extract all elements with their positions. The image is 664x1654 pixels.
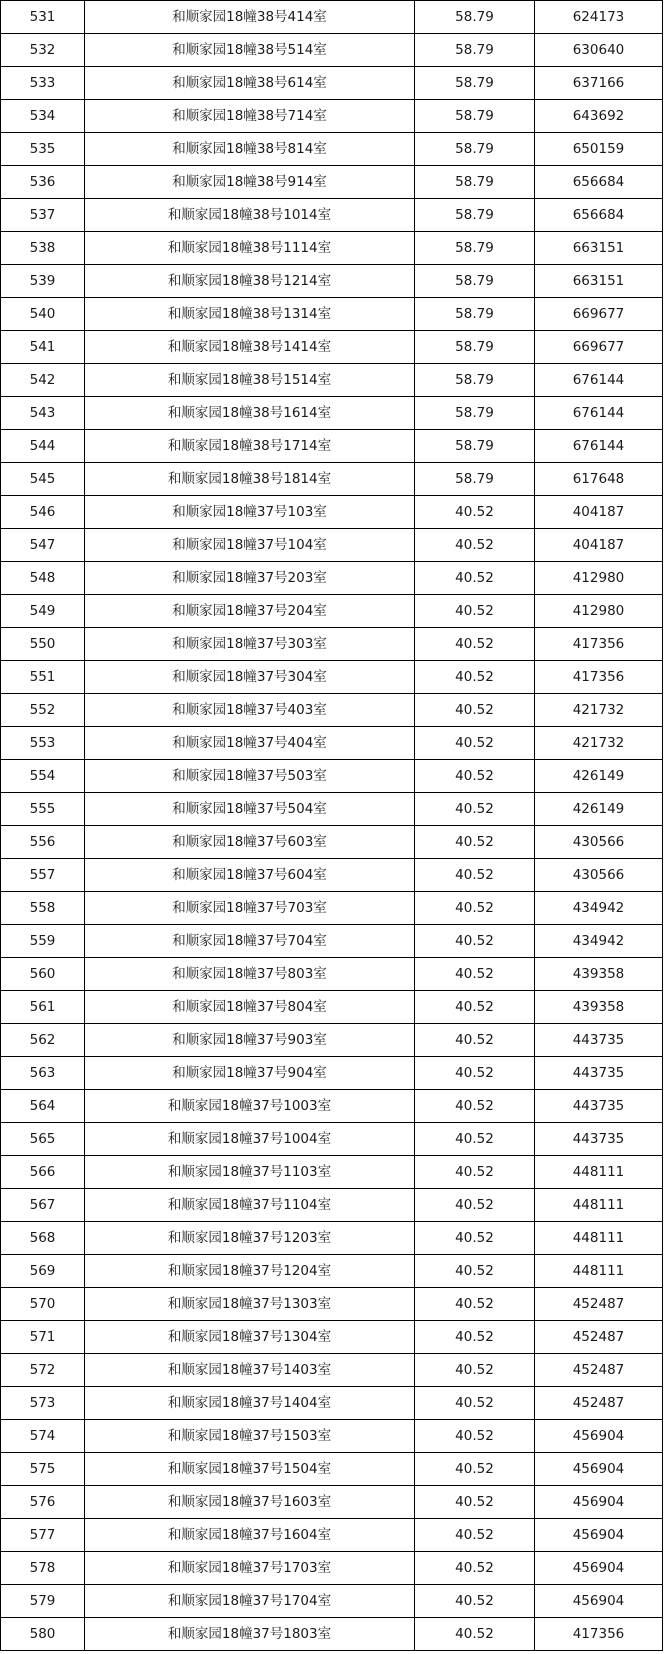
table-row (1, 991, 663, 1024)
table-row (1, 595, 663, 628)
table-row (1, 1486, 663, 1519)
address-cell: 和顺家园18幢38号1414室 (85, 331, 415, 364)
address-cell: 和顺家园18幢37号1303室 (85, 1288, 415, 1321)
area-cell: 40.52 (415, 1585, 535, 1618)
table-row (1, 1585, 663, 1618)
address-cell: 和顺家园18幢37号1504室 (85, 1453, 415, 1486)
row-number-cell: 541 (1, 331, 85, 364)
row-number-cell: 558 (1, 892, 85, 925)
area-cell: 58.79 (415, 397, 535, 430)
row-number-cell: 574 (1, 1420, 85, 1453)
area-cell: 40.52 (415, 793, 535, 826)
row-number-cell: 546 (1, 496, 85, 529)
row-number-cell: 556 (1, 826, 85, 859)
price-cell: 456904 (535, 1519, 663, 1552)
area-cell: 40.52 (415, 661, 535, 694)
area-cell: 40.52 (415, 1387, 535, 1420)
address-cell: 和顺家园18幢37号404室 (85, 727, 415, 760)
table-row (1, 958, 663, 991)
address-cell: 和顺家园18幢37号403室 (85, 694, 415, 727)
row-number-cell: 567 (1, 1189, 85, 1222)
row-number-cell: 553 (1, 727, 85, 760)
table-row (1, 1321, 663, 1354)
table-row (1, 1519, 663, 1552)
address-cell: 和顺家园18幢38号814室 (85, 133, 415, 166)
row-number-cell: 543 (1, 397, 85, 430)
address-cell: 和顺家园18幢38号914室 (85, 166, 415, 199)
price-cell: 412980 (535, 595, 663, 628)
row-number-cell: 580 (1, 1618, 85, 1651)
area-cell: 58.79 (415, 133, 535, 166)
price-cell: 452487 (535, 1354, 663, 1387)
price-cell: 456904 (535, 1486, 663, 1519)
area-cell: 58.79 (415, 364, 535, 397)
table-row (1, 1057, 663, 1090)
address-cell: 和顺家园18幢37号1304室 (85, 1321, 415, 1354)
table-row (1, 1123, 663, 1156)
address-cell: 和顺家园18幢37号1604室 (85, 1519, 415, 1552)
row-number-cell: 539 (1, 265, 85, 298)
price-cell: 617648 (535, 463, 663, 496)
row-number-cell: 560 (1, 958, 85, 991)
table-row (1, 34, 663, 67)
table-row (1, 562, 663, 595)
address-cell: 和顺家园18幢37号203室 (85, 562, 415, 595)
area-cell: 40.52 (415, 892, 535, 925)
table-row (1, 892, 663, 925)
row-number-cell: 577 (1, 1519, 85, 1552)
price-cell: 417356 (535, 661, 663, 694)
area-cell: 58.79 (415, 34, 535, 67)
price-cell: 439358 (535, 958, 663, 991)
row-number-cell: 554 (1, 760, 85, 793)
row-number-cell: 547 (1, 529, 85, 562)
table-row (1, 298, 663, 331)
row-number-cell: 555 (1, 793, 85, 826)
row-number-cell: 540 (1, 298, 85, 331)
table-row (1, 826, 663, 859)
address-cell: 和顺家园18幢38号1514室 (85, 364, 415, 397)
table-row (1, 1387, 663, 1420)
area-cell: 40.52 (415, 529, 535, 562)
table-row (1, 628, 663, 661)
address-cell: 和顺家园18幢37号104室 (85, 529, 415, 562)
row-number-cell: 557 (1, 859, 85, 892)
price-cell: 404187 (535, 496, 663, 529)
row-number-cell: 569 (1, 1255, 85, 1288)
area-cell: 40.52 (415, 1618, 535, 1651)
table-row (1, 859, 663, 892)
price-cell: 421732 (535, 727, 663, 760)
price-cell: 656684 (535, 199, 663, 232)
address-cell: 和顺家园18幢37号1203室 (85, 1222, 415, 1255)
price-cell: 439358 (535, 991, 663, 1024)
area-cell: 40.52 (415, 1354, 535, 1387)
price-cell: 650159 (535, 133, 663, 166)
row-number-cell: 552 (1, 694, 85, 727)
address-cell: 和顺家园18幢37号603室 (85, 826, 415, 859)
price-cell: 656684 (535, 166, 663, 199)
address-cell: 和顺家园18幢38号614室 (85, 67, 415, 100)
row-number-cell: 565 (1, 1123, 85, 1156)
table-row (1, 1453, 663, 1486)
table-row (1, 331, 663, 364)
table-row (1, 1222, 663, 1255)
price-cell: 417356 (535, 1618, 663, 1651)
table-row (1, 430, 663, 463)
table-row (1, 1552, 663, 1585)
price-cell: 676144 (535, 364, 663, 397)
address-cell: 和顺家园18幢37号604室 (85, 859, 415, 892)
address-cell: 和顺家园18幢37号803室 (85, 958, 415, 991)
row-number-cell: 533 (1, 67, 85, 100)
address-cell: 和顺家园18幢37号1503室 (85, 1420, 415, 1453)
area-cell: 40.52 (415, 1420, 535, 1453)
price-cell: 452487 (535, 1288, 663, 1321)
area-cell: 40.52 (415, 694, 535, 727)
price-cell: 643692 (535, 100, 663, 133)
address-cell: 和顺家园18幢37号1403室 (85, 1354, 415, 1387)
address-cell: 和顺家园18幢37号1004室 (85, 1123, 415, 1156)
table-row (1, 133, 663, 166)
price-cell: 430566 (535, 859, 663, 892)
row-number-cell: 578 (1, 1552, 85, 1585)
area-cell: 58.79 (415, 100, 535, 133)
table-row (1, 265, 663, 298)
area-cell: 58.79 (415, 331, 535, 364)
row-number-cell: 563 (1, 1057, 85, 1090)
table-row (1, 1618, 663, 1651)
table-row (1, 1090, 663, 1123)
address-cell: 和顺家园18幢37号1803室 (85, 1618, 415, 1651)
address-cell: 和顺家园18幢37号1103室 (85, 1156, 415, 1189)
row-number-cell: 570 (1, 1288, 85, 1321)
table-row (1, 463, 663, 496)
price-cell: 412980 (535, 562, 663, 595)
price-cell: 434942 (535, 892, 663, 925)
address-cell: 和顺家园18幢37号804室 (85, 991, 415, 1024)
area-cell: 40.52 (415, 859, 535, 892)
price-cell: 448111 (535, 1189, 663, 1222)
area-cell: 58.79 (415, 199, 535, 232)
address-cell: 和顺家园18幢37号904室 (85, 1057, 415, 1090)
area-cell: 40.52 (415, 1453, 535, 1486)
address-cell: 和顺家园18幢38号1714室 (85, 430, 415, 463)
area-cell: 40.52 (415, 1057, 535, 1090)
address-cell: 和顺家园18幢37号1404室 (85, 1387, 415, 1420)
address-cell: 和顺家园18幢38号1014室 (85, 199, 415, 232)
area-cell: 58.79 (415, 265, 535, 298)
price-cell: 443735 (535, 1123, 663, 1156)
area-cell: 40.52 (415, 727, 535, 760)
table-row (1, 1255, 663, 1288)
price-cell: 443735 (535, 1090, 663, 1123)
price-cell: 630640 (535, 34, 663, 67)
table-row (1, 1354, 663, 1387)
address-cell: 和顺家园18幢38号1214室 (85, 265, 415, 298)
row-number-cell: 562 (1, 1024, 85, 1057)
price-cell: 443735 (535, 1024, 663, 1057)
table-row (1, 496, 663, 529)
price-cell: 434942 (535, 925, 663, 958)
table-row (1, 166, 663, 199)
price-cell: 448111 (535, 1222, 663, 1255)
address-cell: 和顺家园18幢37号204室 (85, 595, 415, 628)
price-cell: 417356 (535, 628, 663, 661)
table-row (1, 1, 663, 34)
price-cell: 669677 (535, 331, 663, 364)
price-cell: 430566 (535, 826, 663, 859)
area-cell: 40.52 (415, 1486, 535, 1519)
price-cell: 426149 (535, 793, 663, 826)
table-row (1, 199, 663, 232)
address-cell: 和顺家园18幢37号703室 (85, 892, 415, 925)
row-number-cell: 542 (1, 364, 85, 397)
price-cell: 669677 (535, 298, 663, 331)
price-cell: 448111 (535, 1156, 663, 1189)
price-cell: 404187 (535, 529, 663, 562)
address-cell: 和顺家园18幢37号303室 (85, 628, 415, 661)
price-cell: 448111 (535, 1255, 663, 1288)
address-cell: 和顺家园18幢37号503室 (85, 760, 415, 793)
row-number-cell: 564 (1, 1090, 85, 1123)
price-cell: 426149 (535, 760, 663, 793)
address-cell: 和顺家园18幢38号514室 (85, 34, 415, 67)
row-number-cell: 544 (1, 430, 85, 463)
address-cell: 和顺家园18幢38号414室 (85, 1, 415, 34)
area-cell: 40.52 (415, 1255, 535, 1288)
price-cell: 676144 (535, 397, 663, 430)
row-number-cell: 561 (1, 991, 85, 1024)
table-row (1, 760, 663, 793)
table-row (1, 1288, 663, 1321)
row-number-cell: 535 (1, 133, 85, 166)
row-number-cell: 532 (1, 34, 85, 67)
address-cell: 和顺家园18幢37号1104室 (85, 1189, 415, 1222)
area-cell: 40.52 (415, 826, 535, 859)
area-cell: 40.52 (415, 595, 535, 628)
price-cell: 637166 (535, 67, 663, 100)
address-cell: 和顺家园18幢37号1603室 (85, 1486, 415, 1519)
address-cell: 和顺家园18幢38号1114室 (85, 232, 415, 265)
row-number-cell: 572 (1, 1354, 85, 1387)
table-row (1, 925, 663, 958)
area-cell: 40.52 (415, 760, 535, 793)
area-cell: 40.52 (415, 562, 535, 595)
row-number-cell: 576 (1, 1486, 85, 1519)
price-cell: 452487 (535, 1387, 663, 1420)
table-row (1, 793, 663, 826)
area-cell: 58.79 (415, 463, 535, 496)
row-number-cell: 573 (1, 1387, 85, 1420)
address-cell: 和顺家园18幢37号903室 (85, 1024, 415, 1057)
address-cell: 和顺家园18幢37号504室 (85, 793, 415, 826)
area-cell: 58.79 (415, 298, 535, 331)
row-number-cell: 545 (1, 463, 85, 496)
area-cell: 40.52 (415, 991, 535, 1024)
row-number-cell: 534 (1, 100, 85, 133)
area-cell: 40.52 (415, 1123, 535, 1156)
table-row (1, 364, 663, 397)
row-number-cell: 566 (1, 1156, 85, 1189)
area-cell: 40.52 (415, 1552, 535, 1585)
row-number-cell: 571 (1, 1321, 85, 1354)
area-cell: 40.52 (415, 1189, 535, 1222)
row-number-cell: 550 (1, 628, 85, 661)
price-cell: 421732 (535, 694, 663, 727)
area-cell: 58.79 (415, 67, 535, 100)
table-row (1, 529, 663, 562)
address-cell: 和顺家园18幢37号704室 (85, 925, 415, 958)
table-row (1, 1189, 663, 1222)
row-number-cell: 568 (1, 1222, 85, 1255)
address-cell: 和顺家园18幢37号304室 (85, 661, 415, 694)
row-number-cell: 536 (1, 166, 85, 199)
area-cell: 58.79 (415, 430, 535, 463)
area-cell: 40.52 (415, 958, 535, 991)
address-cell: 和顺家园18幢37号1003室 (85, 1090, 415, 1123)
row-number-cell: 575 (1, 1453, 85, 1486)
table-row (1, 1024, 663, 1057)
table-row (1, 67, 663, 100)
address-cell: 和顺家园18幢37号1704室 (85, 1585, 415, 1618)
address-cell: 和顺家园18幢38号1314室 (85, 298, 415, 331)
price-cell: 452487 (535, 1321, 663, 1354)
address-cell: 和顺家园18幢37号1703室 (85, 1552, 415, 1585)
table-row (1, 661, 663, 694)
table-row (1, 1420, 663, 1453)
price-cell: 456904 (535, 1420, 663, 1453)
table-row (1, 694, 663, 727)
address-cell: 和顺家园18幢38号1614室 (85, 397, 415, 430)
row-number-cell: 538 (1, 232, 85, 265)
area-cell: 40.52 (415, 1321, 535, 1354)
area-cell: 40.52 (415, 1156, 535, 1189)
row-number-cell: 551 (1, 661, 85, 694)
address-cell: 和顺家园18幢37号1204室 (85, 1255, 415, 1288)
price-cell: 624173 (535, 1, 663, 34)
area-cell: 58.79 (415, 1, 535, 34)
area-cell: 40.52 (415, 1090, 535, 1123)
area-cell: 40.52 (415, 628, 535, 661)
area-cell: 40.52 (415, 1288, 535, 1321)
table-body (1, 1, 663, 1651)
price-cell: 676144 (535, 430, 663, 463)
area-cell: 58.79 (415, 232, 535, 265)
row-number-cell: 549 (1, 595, 85, 628)
table-row (1, 1156, 663, 1189)
address-cell: 和顺家园18幢37号103室 (85, 496, 415, 529)
price-cell: 443735 (535, 1057, 663, 1090)
area-cell: 40.52 (415, 1519, 535, 1552)
row-number-cell: 531 (1, 1, 85, 34)
price-cell: 456904 (535, 1453, 663, 1486)
price-cell: 456904 (535, 1585, 663, 1618)
address-cell: 和顺家园18幢38号714室 (85, 100, 415, 133)
row-number-cell: 579 (1, 1585, 85, 1618)
table-row (1, 727, 663, 760)
area-cell: 58.79 (415, 166, 535, 199)
price-cell: 663151 (535, 265, 663, 298)
price-cell: 456904 (535, 1552, 663, 1585)
address-cell: 和顺家园18幢38号1814室 (85, 463, 415, 496)
area-cell: 40.52 (415, 925, 535, 958)
table-row (1, 397, 663, 430)
table-row (1, 232, 663, 265)
row-number-cell: 559 (1, 925, 85, 958)
area-cell: 40.52 (415, 1024, 535, 1057)
price-cell: 663151 (535, 232, 663, 265)
area-cell: 40.52 (415, 1222, 535, 1255)
table-row (1, 100, 663, 133)
row-number-cell: 537 (1, 199, 85, 232)
area-cell: 40.52 (415, 496, 535, 529)
row-number-cell: 548 (1, 562, 85, 595)
